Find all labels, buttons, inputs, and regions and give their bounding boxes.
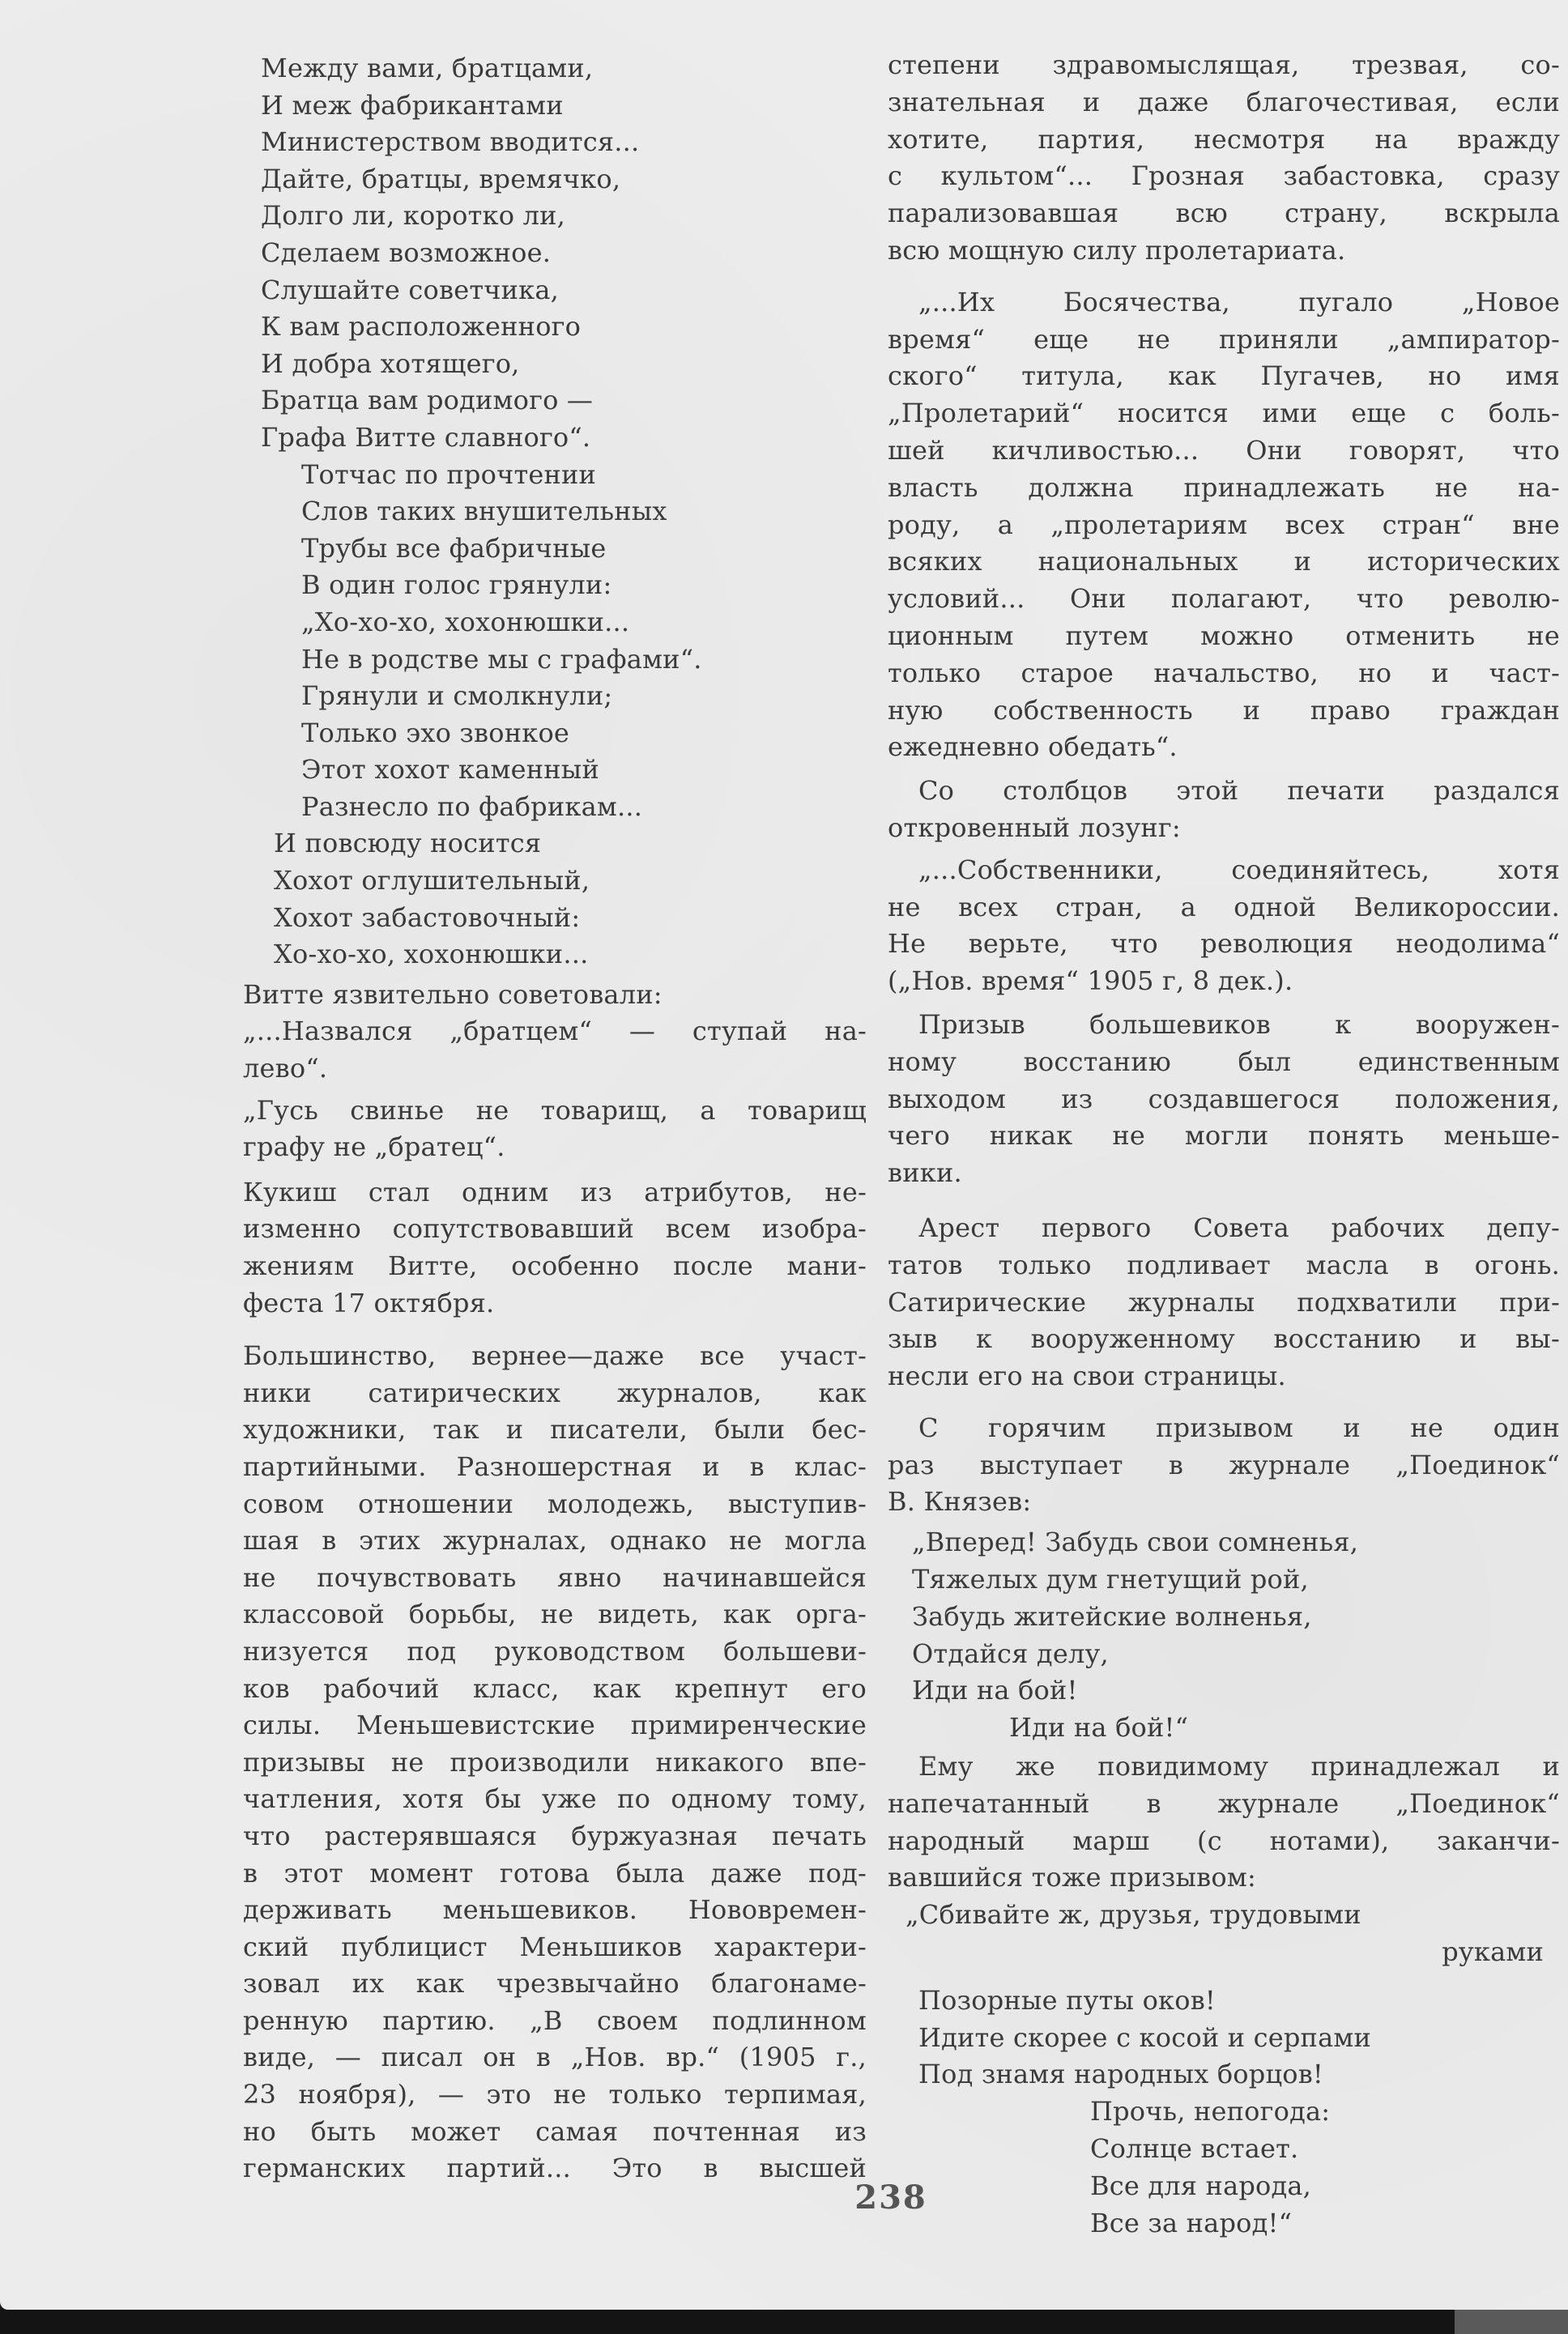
text-line: зыв к вооруженному восстанию и вы- [888,1323,1560,1355]
text-line: 23 ноября), — это не только терпимая, [243,2079,867,2110]
text-line: совом отношении молодежь, выступив- [243,1488,867,1519]
text-line: всю мощную силу пролетариата. [888,234,1346,266]
poem-knyazev [888,1524,1560,1710]
poem-line: Хохот оглушительный, [274,865,590,897]
text-line: „...Их Босячества, пугало „Новое [918,286,1560,317]
text-line: держивать меньшевиков. Нововремен- [243,1894,867,1926]
text-line: только старое начальство, но и част- [888,657,1560,688]
text-line: В. Князев: [888,1486,1032,1518]
poem-line: Трубы все фабричные [301,532,607,564]
poem-line: Иди на бой! [912,1675,1078,1706]
march-line: Идите скорее с косой и серпами [918,2021,1371,2053]
spacer [243,1322,867,1338]
left-column [243,50,867,2187]
poem-line: Графа Витте славного“. [261,421,591,453]
text-line: ному восстанию был единственным [888,1046,1560,1077]
text-line: народный марш (с нотами), заканчи- [888,1825,1560,1856]
text-line: с культом“... Грозная забастовка, сразу [888,160,1560,192]
march-block [888,1983,1560,2093]
poem-block-2 [243,457,867,826]
text-line: („Нов. время“ 1905 г, 8 дек.). [888,965,1293,997]
march-refrain [888,2093,1560,2242]
text-line: силы. Меньшевистские примиренческие [243,1710,867,1741]
text-line: ков рабочий класс, как крепнут его [243,1672,867,1704]
scan-border [0,2310,1568,2334]
poem-line: Не в родстве мы с графами“. [301,643,702,675]
poem-line: К вам расположенного [261,311,582,343]
text-line: Кукиш стал одним из атрибутов, не- [243,1176,867,1207]
text-line: ренную партию. „В своем подлинном [243,2004,867,2036]
text-line: зовал их как чрезвычайно благонаме- [243,1968,867,2000]
text-line: графу не „братец“. [243,1131,505,1163]
paragraph-arest [888,1210,1560,1395]
text-line: вавшийся тоже призывом: [888,1862,1256,1893]
paragraph-kukish [243,1174,867,1322]
poem-line: Грянули и смолкнули; [301,680,613,712]
text-line: С горячим призывом и не один [918,1412,1560,1443]
text-line: Сатирические журналы подхватили при- [888,1286,1560,1318]
poem-line: Слушайте советчика, [261,274,559,305]
text-line: изменно сопутствовавший всем изобра- [243,1213,867,1245]
text-line: „Гусь свинье не товарищ, а товарищ [243,1094,867,1126]
paragraph-emu [888,1748,1560,1897]
poem-line: Братца вам родимого — [261,385,594,416]
poem-line: Дайте, братцы, времячко, [261,163,621,194]
text-line: „Пролетарий“ носится ими еще с боль- [888,398,1560,429]
text-line: ежедневно обедать“. [888,731,1178,763]
text-line: несли его на свои страницы. [888,1361,1286,1392]
poem-block-3 [243,825,867,973]
scan-border-grey [1455,2310,1568,2334]
poem-line: Разнесло по фабрикам... [301,790,643,822]
text-line: германских партий... Это в высшей [243,2153,867,2184]
text-line: роду, а „пролетариям всех стран“ вне [888,509,1560,540]
text-line: раз выступает в журнале „Поединок“ [888,1449,1560,1480]
text-line: Не верьте, что революция неодолима“ [888,928,1560,960]
text-line: не почувствовать явно начинавшейся [243,1561,867,1593]
poem-line: Министерством вводится... [261,126,640,158]
text-line: время“ еще не приняли „ампиратор- [888,323,1560,355]
page-number: 238 [854,2179,927,2217]
march-line: Солнце встает. [1090,2133,1299,2165]
poem-line: И повсюду носится [274,828,542,859]
text-line: ского“ титула, как Пугачев, но имя [888,360,1560,392]
text-line: шей кичливостью... Они говорят, что [888,434,1560,466]
spacer [888,270,1560,284]
poem-line: „Вперед! Забудь свои сомненья, [912,1527,1359,1558]
paragraph-continued [888,47,1560,270]
text-line: парализовавшая всю страну, вскрыла [888,198,1560,229]
poem-line: Сделаем возможное. [261,236,552,268]
text-line: напечатанный в журнале „Поединок“ [888,1787,1560,1819]
text-line: условий... Они полагают, что револю- [888,583,1560,615]
spacer [888,766,1560,773]
poem-line: И добра хотящего, [261,347,520,379]
text-line: степени здравомыслящая, трезвая, со- [888,49,1560,80]
paragraph-sobstvenniki [888,852,1560,1000]
march-line: Все для народа, [1090,2170,1312,2201]
text-line: но быть может самая почтенная из [243,2115,867,2147]
march-line-wrap: руками [1442,1936,1544,1968]
text-line: жениям Витте, особенно после мани- [243,1250,867,1281]
text-line: Большинство, вернее—даже все участ- [243,1340,867,1372]
text-line: вики. [888,1157,962,1189]
spacer [243,1166,867,1174]
text-line: призывы не производили никакого впе- [243,1746,867,1778]
text-line: хотите, партия, несмотря на вражду [888,123,1560,155]
text-line: художники, так и писатели, были бес- [243,1414,867,1446]
text-line: знательная и даже благочестивая, если [888,86,1560,117]
text-line: виде, — писал он в „Нов. вр.“ (1905 г., [243,2042,867,2073]
text-line: ционным путем можно отменить не [888,620,1560,651]
text-line: Ему же повидимому принадлежал и [918,1751,1560,1782]
text-line: Арест первого Совета рабочих депу- [918,1212,1560,1243]
text-line: Со столбцов этой печати раздался [918,775,1560,807]
poem-line: В один голос грянули: [301,569,612,601]
text-line: „...Назвался „братцем“ — ступай на- [243,1016,867,1047]
paragraph-bosyachestva [888,284,1560,766]
text-line: ский публицист Меньшиков характери- [243,1931,867,1962]
paragraph-goryachim [888,1410,1560,1521]
march-line: Прочь, непогода: [1090,2096,1331,2127]
poem-line: Этот хохот каменный [301,754,599,786]
text-line: всяких национальных и исторических [888,546,1560,577]
spacer [888,1000,1560,1007]
text-line: „...Собственники, соединяйтесь, хотя [918,854,1560,885]
text-line: ники сатирических журналов, как [243,1377,867,1408]
poem-line: Только эхо звонкое [301,717,570,748]
poem-line: Долго ли, коротко ли, [261,200,565,232]
poem-line: „Хо-хо-хо, хохонюшки... [301,606,630,637]
text-line: феста 17 октября. [243,1287,495,1318]
poem-line: Забудь житейские волненья, [912,1600,1312,1632]
poem-line: И меж фабрикантами [261,89,564,121]
text-line: чатления, хотя бы уже по одному тому, [243,1783,867,1815]
text-line: Витте язвительно советовали: [243,978,663,1010]
poem-line: Тяжелых дум гнетущий рой, [912,1564,1309,1595]
paragraph-stolbtsov [888,773,1560,847]
poem-block-1 [243,50,867,457]
text-line: выходом из создавшегося положения, [888,1083,1560,1114]
poem-line: Иди на бой!“ [1009,1712,1189,1744]
poem-line: Тотчас по прочтении [301,458,597,490]
text-line: партийными. Разношерстная и в клас- [243,1450,867,1482]
poem-line: Отдайся делу, [912,1638,1109,1669]
text-line: лево“. [243,1053,328,1084]
spacer [888,1192,1560,1210]
text-line: в этот момент готова была даже под- [243,1857,867,1889]
text-line: татов только подливает масла в огонь. [888,1249,1560,1280]
text-line: Призыв большевиков к вооружен- [918,1008,1560,1040]
spacer [888,1971,1560,1983]
right-column [888,47,1560,2242]
text-line: классовой борьбы, не видеть, как орга- [243,1599,867,1630]
paragraph-prizyv [888,1007,1560,1192]
march-line: Позорные путы оков! [918,1984,1216,2016]
text-line: ную собственность и право граждан [888,694,1560,726]
text-line: власть должна принадлежать не на- [888,471,1560,503]
text-line: чего никак не могли понять меньше- [888,1120,1560,1152]
march-line: Под знамя народных борцов! [918,2059,1323,2090]
text-line: откровенный лозунг: [888,811,1181,843]
march-line: „Сбивайте ж, друзья, трудовыми [905,1899,1361,1931]
text-line: что растерявшаяся буржуазная печать [243,1820,867,1851]
paragraph-majority [243,1338,867,2187]
spacer [888,1395,1560,1410]
poem-line: Хо-хо-хо, хохонюшки... [274,939,589,970]
poem-line: Слов таких внушительных [301,496,667,527]
poem-line: Хохот забастовочный: [274,901,581,933]
march-line: Все за народ!“ [1090,2207,1293,2238]
paragraph-goose [243,1092,867,1166]
text-line: низуется под руководством большеви- [243,1635,867,1667]
poem-line: Между вами, братцами, [261,53,594,83]
text-line: шая в этих журналах, однако не могла [243,1525,867,1557]
text-line: не всех стран, а одной Великороссии. [888,891,1560,922]
paragraph-witte [243,977,867,1088]
